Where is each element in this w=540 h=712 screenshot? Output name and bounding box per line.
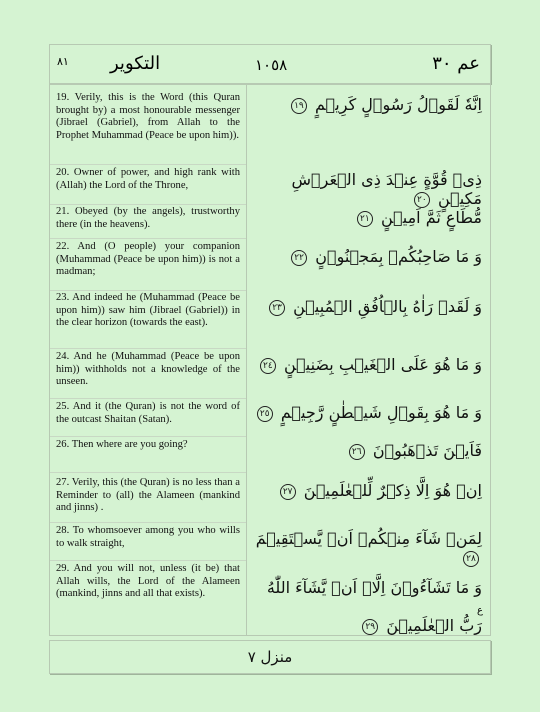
translation-text: 20. Owner of power, and high rank with (Allah) the Lord of the Throne, [56, 167, 240, 191]
verse-row [50, 437, 490, 473]
arabic-text: فَاَيۡنَ تَذۡهَبُوۡنَ [372, 441, 482, 460]
arabic-text: وَ مَا صَاحِبُكُمۡ بِمَجۡنُوۡنٍ [315, 247, 482, 266]
ayah-number-marker: ٢٥ [257, 406, 273, 422]
page-number: ١٠٥٨ [255, 56, 288, 74]
arabic-text: مُّطَاعٍ ثَمَّ اَمِيۡنٍ [380, 208, 482, 227]
translation-text: 23. And indeed he (Muhammad (Peace be upon him)) saw him (Jibrael (Gabriel)) in the clear horizon (towards the east). [56, 292, 240, 329]
verse-row [50, 85, 490, 165]
verse-row [50, 349, 490, 399]
juz-label: عم ٣٠ [432, 53, 480, 74]
page-footer [49, 640, 491, 674]
page-header [49, 44, 491, 84]
verse-row [50, 165, 490, 208]
translation-text: 24. And he (Muhammad (Peace be upon him)) withholds not a knowledge of the unseen. [56, 351, 240, 388]
translation-text: 21. Obeyed (by the angels), trustworthy there (in the heavens). [56, 206, 240, 230]
verse-row [50, 561, 490, 637]
translation-text: 26. Then where are you going? [56, 439, 188, 450]
arabic-text: ذِىۡ قُوَّةٍ عِنۡدَ ذِى الۡعَرۡشِ مَكِيۡنٍ [291, 170, 482, 208]
translation-text: 25. And it (the Quran) is not the word of the outcast Shaitan (Satan). [56, 401, 240, 425]
surah-name: التكوير [110, 53, 161, 74]
ayah-number-marker: ٢٢ [291, 250, 307, 266]
ayah-number-marker: ٢٩ [362, 619, 378, 635]
translation-text: 28. To whomsoever among you who wills to walk straight, [56, 525, 240, 549]
arabic-verse [254, 297, 482, 316]
ayah-number-marker: ١٩ [291, 98, 307, 114]
verse-row [50, 473, 490, 523]
ruku-mark: ع [477, 605, 483, 616]
translation-text: 19. Verily, this is the Word (this Quran brought by) a most honourable messenger (Jibrael (Gabriel), from Allah to the Prophet Muhammad (Peace be upon him)). [56, 92, 240, 141]
arabic-text: وَ لَقَدۡ رَاٰهُ بِالۡاُفُقِ الۡمُبِيۡنِ [293, 297, 482, 316]
translation-text: 29. And you will not, unless (it be) that Allah wills, the Lord of the Alameen (mankind, jinns and all that exists). [56, 563, 240, 600]
arabic-text: وَ مَا تَشَآءُوۡنَ اِلَّاۤ اَنۡ يَّشَآءَ اللّٰهُ رَبُّ الۡعٰلَمِيۡنَ [266, 578, 482, 635]
ayah-number-marker: ٢٤ [260, 358, 276, 374]
arabic-verse [254, 208, 482, 227]
manzil-label: منزل ٧ [247, 648, 293, 666]
translation-text: 27. Verily, this (the Quran) is no less than a Reminder to (all) the Alameen (mankind and jinns) . [56, 477, 240, 514]
arabic-verse [254, 569, 482, 645]
arabic-text: وَ مَا هُوَ بِقَوۡلِ شَيۡطٰنٍ رَّجِيۡمٍ [280, 403, 482, 422]
arabic-text: اِنَّهٗ لَقَوۡلُ رَسُوۡلٍ كَرِيۡمٍ [315, 95, 482, 114]
arabic-text: اِنۡ هُوَ اِلَّا ذِكۡرٌ لِّلۡعٰلَمِيۡنَ [303, 481, 482, 500]
arabic-verse [254, 441, 482, 460]
ayah-number-marker: ٢٠ [414, 192, 430, 208]
ayah-number-marker: ٢٦ [349, 444, 365, 460]
arabic-verse [254, 403, 482, 422]
arabic-verse [254, 95, 482, 114]
verse-table [49, 84, 491, 636]
verse-row [50, 523, 490, 564]
arabic-verse [254, 481, 482, 500]
verse-row [50, 205, 490, 239]
verse-row [50, 399, 490, 437]
arabic-text: وَ مَا هُوَ عَلَى الۡغَيۡبِ بِضَنِيۡنٍ [283, 355, 482, 374]
verse-row [50, 239, 490, 291]
arabic-verse [254, 355, 482, 374]
ayah-number-marker: ٢١ [357, 211, 373, 227]
ayah-number-marker: ٢٧ [280, 484, 296, 500]
verse-row [50, 291, 490, 349]
ayah-number-marker: ٢٣ [269, 300, 285, 316]
surah-number: ٨١ [57, 55, 69, 68]
translation-text: 22. And (O people) your companion (Muhammad (Peace be upon him)) is not a madman; [56, 241, 240, 278]
ayah-number-marker: ٢٨ [463, 551, 479, 567]
arabic-verse [254, 170, 482, 208]
arabic-text: لِمَنۡ شَآءَ مِنۡكُمۡ اَنۡ يَّسۡتَقِيۡمَ [255, 529, 482, 548]
arabic-verse [254, 247, 482, 266]
